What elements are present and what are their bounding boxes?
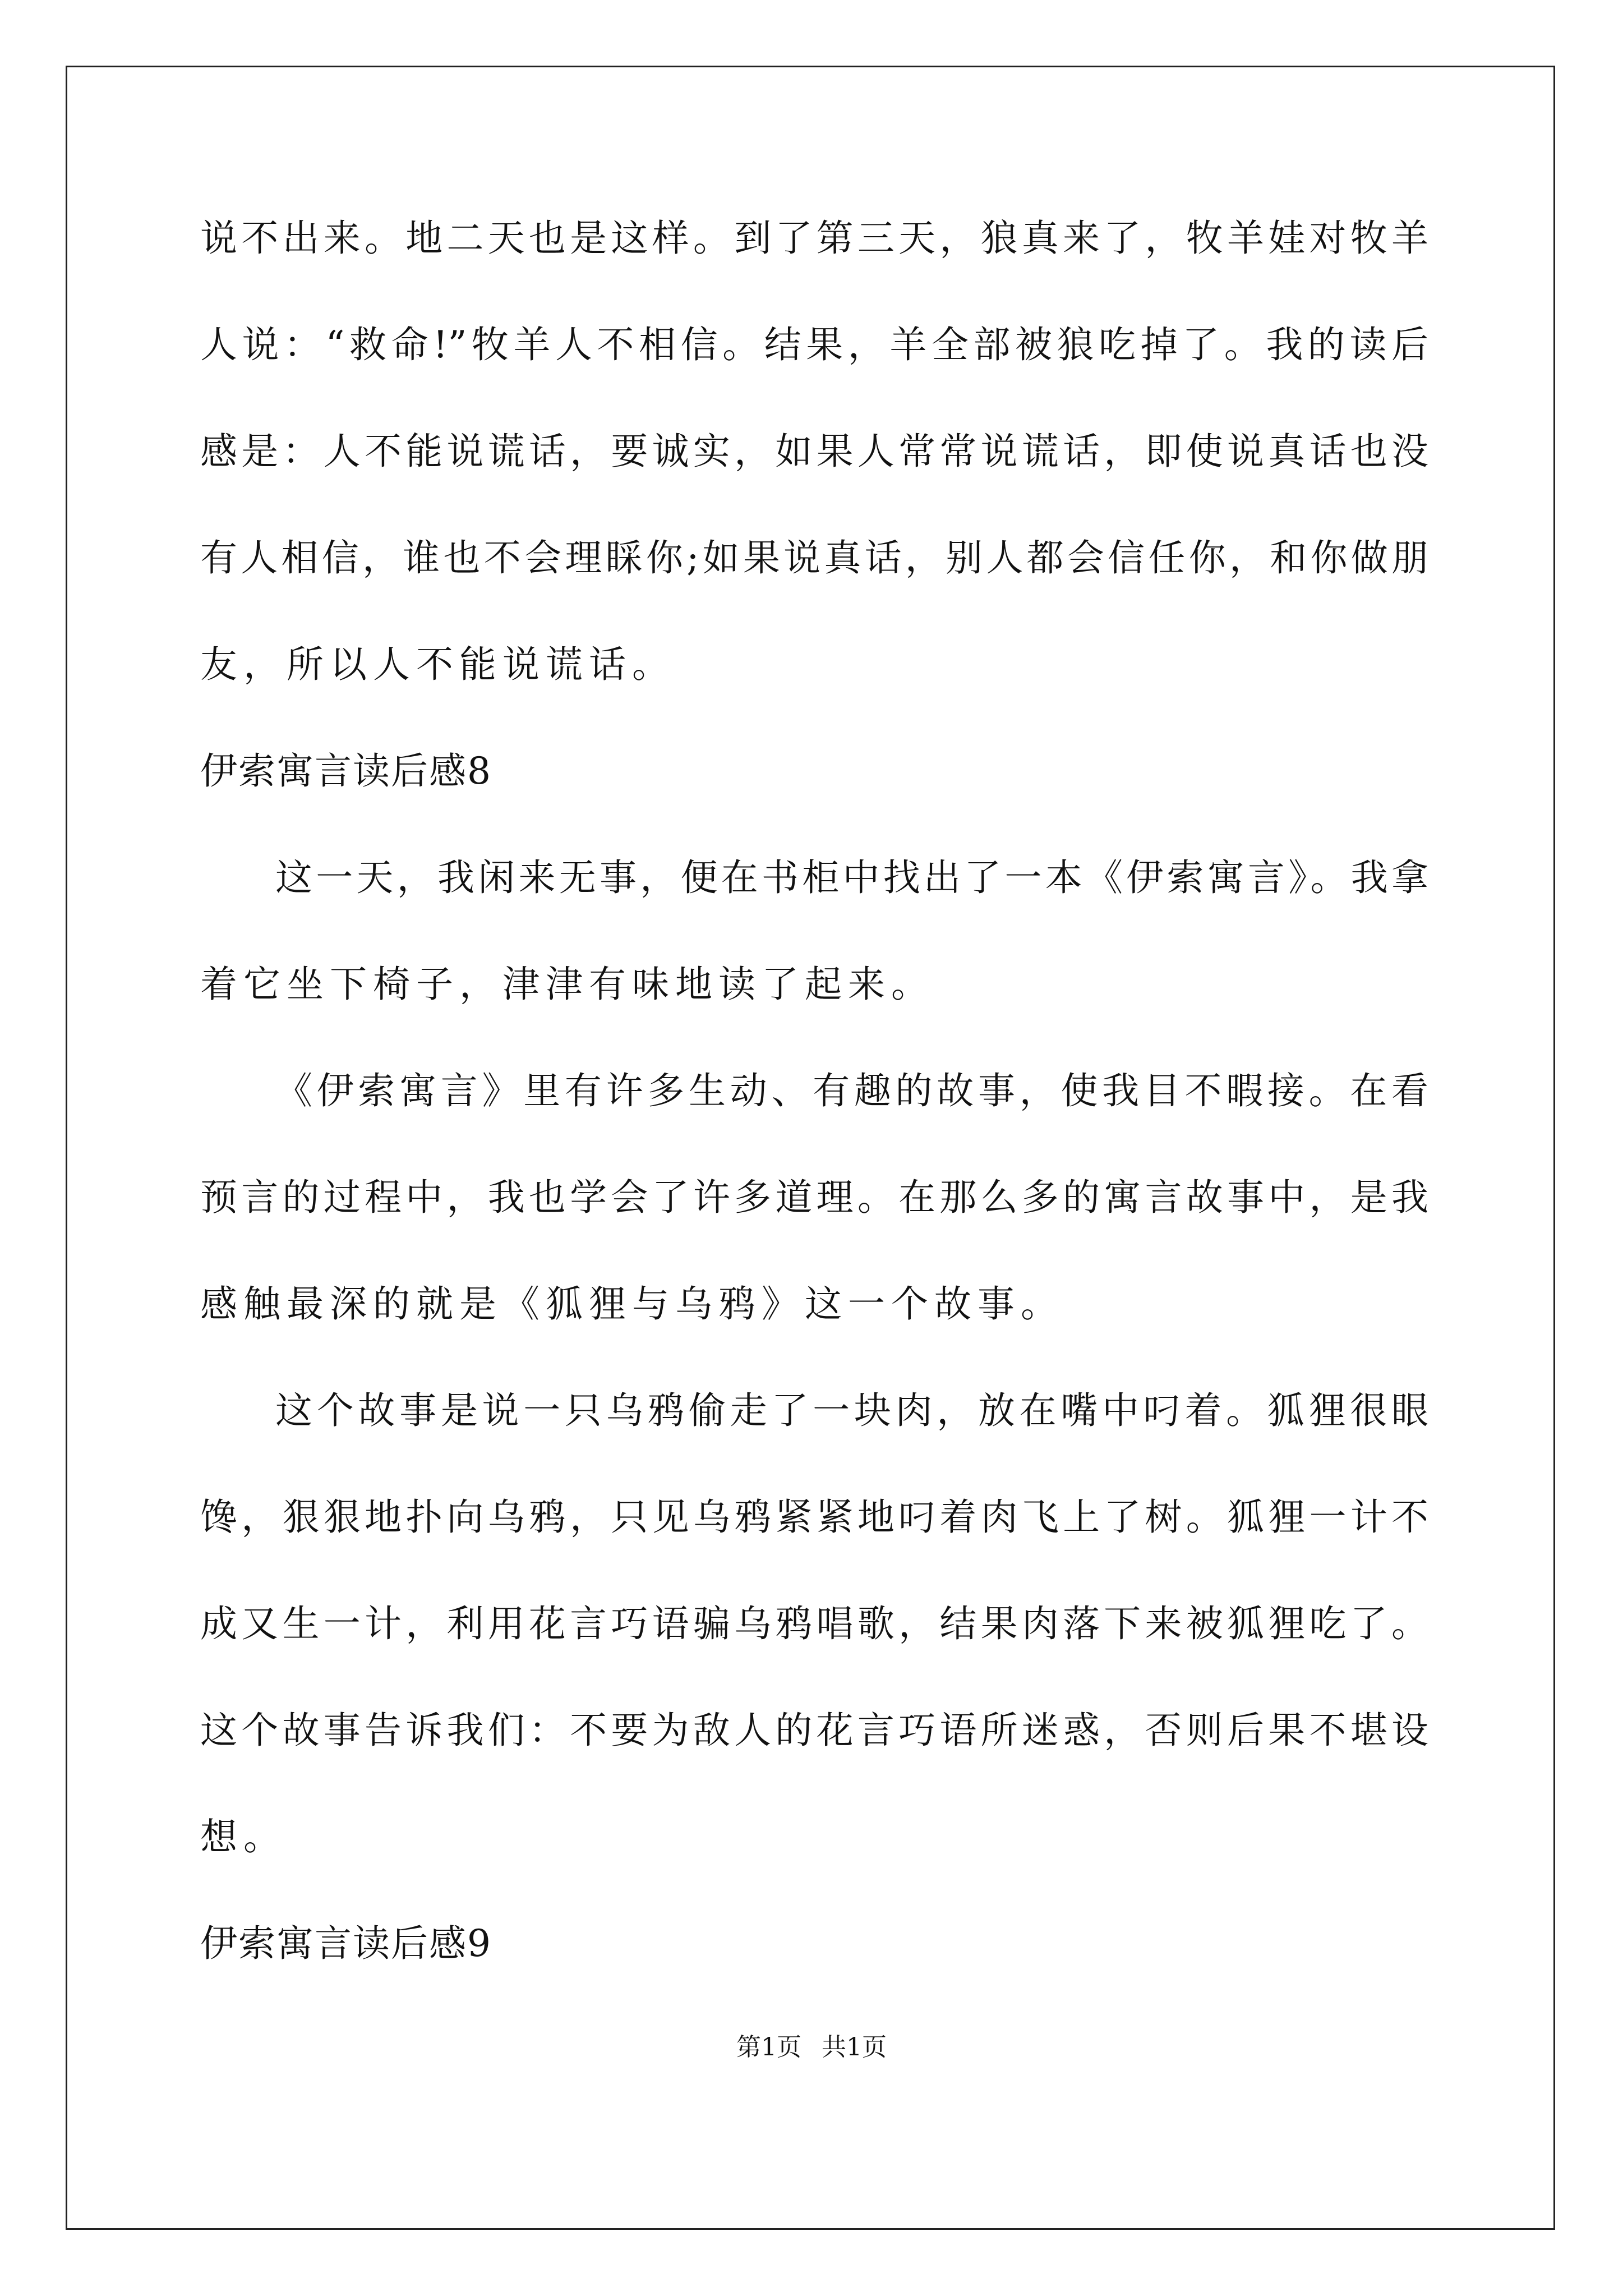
section-heading: 伊索寓言读后感9 bbox=[200, 1922, 492, 1965]
paragraph-line: 成又生一计，利用花言巧语骗乌鸦唱歌，结果肉落下来被狐狸吃了。 bbox=[200, 1602, 1428, 1645]
page-footer bbox=[0, 2031, 1623, 2064]
paragraph-line: 预言的过程中，我也学会了许多道理。在那么多的寓言故事中，是我 bbox=[200, 1176, 1428, 1219]
paragraph-line: 着它坐下椅子，津津有味地读了起来。 bbox=[200, 963, 934, 1006]
paragraph-line: 这个故事告诉我们：不要为敌人的花言巧语所迷惑，否则后果不堪设 bbox=[200, 1709, 1428, 1752]
paragraph-line: 说不出来。地二天也是这样。到了第三天，狼真来了，牧羊娃对牧羊 bbox=[200, 217, 1428, 260]
page-total: 共1页 bbox=[822, 2033, 887, 2062]
paragraph-line: 馋，狠狠地扑向乌鸦，只见乌鸦紧紧地叼着肉飞上了树。狐狸一计不 bbox=[200, 1496, 1428, 1539]
paragraph-line: 有人相信，谁也不会理睬你;如果说真话，别人都会信任你，和你做朋 bbox=[200, 536, 1428, 579]
paragraph-line: 感触最深的就是《狐狸与乌鸦》这一个故事。 bbox=[200, 1282, 1064, 1326]
paragraph-line: 人说：“救命!”牧羊人不相信。结果，羊全部被狼吃掉了。我的读后 bbox=[200, 323, 1428, 366]
paragraph-line: 这个故事是说一只乌鸦偷走了一块肉，放在嘴中叼着。狐狸很眼 bbox=[275, 1389, 1428, 1432]
paragraph-line: 感是：人不能说谎话，要诚实，如果人常常说谎话，即使说真话也没 bbox=[200, 430, 1428, 473]
paragraph-line: 想。 bbox=[200, 1815, 287, 1858]
section-heading: 伊索寓言读后感8 bbox=[200, 749, 492, 793]
paragraph-line: 《伊索寓言》里有许多生动、有趣的故事，使我目不暇接。在看 bbox=[275, 1069, 1428, 1112]
page-number: 第1页 bbox=[736, 2033, 801, 2062]
paragraph-line: 友，所以人不能说谎话。 bbox=[200, 643, 675, 686]
page-border bbox=[66, 66, 1555, 2230]
paragraph-line: 这一天，我闲来无事，便在书柜中找出了一本《伊索寓言》。我拿 bbox=[275, 856, 1428, 899]
